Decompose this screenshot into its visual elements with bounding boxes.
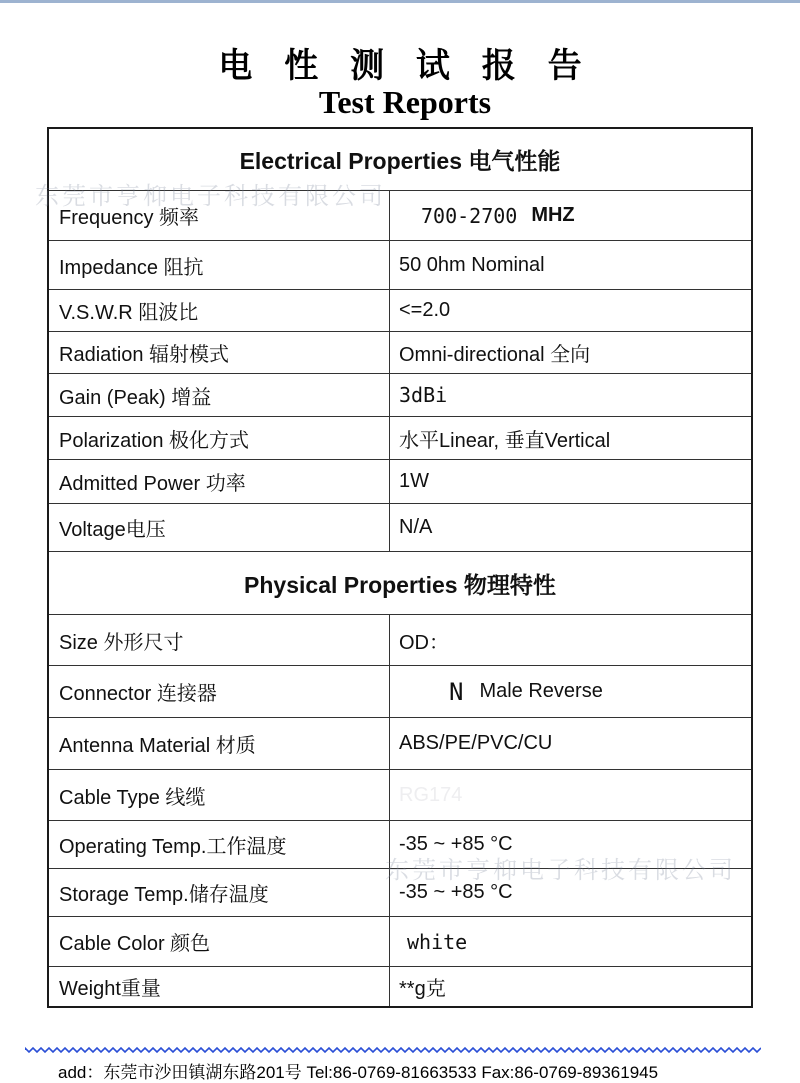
cable-color-value: white — [407, 929, 468, 954]
table-row — [49, 460, 751, 504]
spec-label: Polarization 极化方式 — [59, 429, 250, 452]
table-row — [49, 666, 751, 718]
table-row — [49, 615, 751, 666]
column-divider — [389, 191, 390, 240]
spec-label: Cable Type 线缆 — [59, 786, 206, 809]
spec-label: Operating Temp.工作温度 — [59, 836, 287, 858]
spec-label: Gain (Peak) 增益 — [59, 386, 212, 409]
spec-label: Connector 连接器 — [59, 683, 217, 705]
column-divider — [389, 504, 390, 551]
physical-heading-text: Physical Properties 物理特性 — [244, 571, 556, 598]
electrical-heading-text: Electrical Properties 电气性能 — [239, 148, 561, 174]
table-row — [49, 718, 751, 770]
table-row — [49, 374, 751, 417]
watermark-text: 东莞市亨枊电子科技有限公司 — [385, 857, 736, 884]
spec-label: Cable Color 颜色 — [59, 933, 211, 955]
spec-value: 50 0hm Nominal — [399, 253, 545, 276]
spec-value: RG174 — [399, 783, 463, 806]
table-row — [49, 504, 751, 552]
report-title-chinese: 电 性 测 试 报 告 — [218, 46, 592, 86]
frequency-unit: MHZ — [531, 204, 575, 226]
spec-value: -35 ~ +85 °C — [399, 833, 513, 855]
column-divider — [389, 374, 390, 416]
column-divider — [389, 666, 390, 717]
column-divider — [389, 241, 390, 289]
spec-label: Size 外形尺寸 — [59, 631, 184, 654]
spec-value: 水平Linear, 垂直Vertical — [399, 429, 611, 452]
table-row — [49, 241, 751, 290]
column-divider — [389, 417, 390, 459]
column-divider — [389, 332, 390, 373]
spec-label: Impedance 阻抗 — [59, 256, 204, 279]
spec-value — [399, 917, 744, 966]
spec-value — [399, 191, 744, 240]
column-divider — [389, 770, 390, 820]
spec-value: OD： — [399, 631, 449, 654]
table-row — [49, 417, 751, 460]
spec-label: V.S.W.R 阻波比 — [59, 302, 199, 324]
table-row — [49, 770, 751, 821]
spec-label: Antenna Material 材质 — [59, 735, 256, 757]
column-divider — [389, 460, 390, 503]
spec-value — [399, 666, 744, 717]
column-divider — [389, 967, 390, 1006]
spec-value: 3dBi — [399, 383, 448, 407]
connector-type: N — [449, 677, 464, 706]
wavy-divider-line — [25, 1046, 761, 1054]
spec-label: Storage Temp.储存温度 — [59, 884, 269, 906]
spec-value: -35 ~ +85 °C — [399, 881, 513, 903]
watermark-text: 东莞市亨枊电子科技有限公司 — [35, 183, 386, 210]
spec-label: Radiation 辐射模式 — [59, 344, 230, 366]
spec-value: 1W — [399, 470, 429, 492]
spec-label: Voltage电压 — [59, 519, 166, 541]
column-divider — [389, 290, 390, 331]
physical-section-heading — [49, 552, 751, 615]
spec-value: <=2.0 — [399, 299, 451, 321]
frequency-range: 700-2700 — [421, 203, 518, 228]
spec-value: ABS/PE/PVC/CU — [399, 732, 553, 754]
table-row — [49, 332, 751, 374]
spec-label: Frequency 频率 — [59, 207, 200, 229]
spec-value: Omni-directional 全向 — [399, 344, 591, 366]
column-divider — [389, 615, 390, 665]
table-row — [49, 917, 751, 967]
spec-value: **g克 — [399, 978, 446, 1000]
top-accent-line — [0, 0, 800, 3]
connector-gender: Male Reverse — [479, 680, 603, 702]
table-row — [49, 290, 751, 332]
footer-contact: add：东莞市沙田镇湖东路201号 Tel:86-0769-81663533 Fax:86-0769-89361945 — [58, 1063, 659, 1082]
report-title-english: Test Reports — [318, 84, 492, 120]
table-row — [49, 967, 751, 1006]
spec-value: N/A — [399, 516, 433, 538]
column-divider — [389, 718, 390, 769]
spec-label: Admitted Power 功率 — [59, 473, 246, 495]
spec-label: Weight重量 — [59, 978, 161, 1000]
column-divider — [389, 917, 390, 966]
